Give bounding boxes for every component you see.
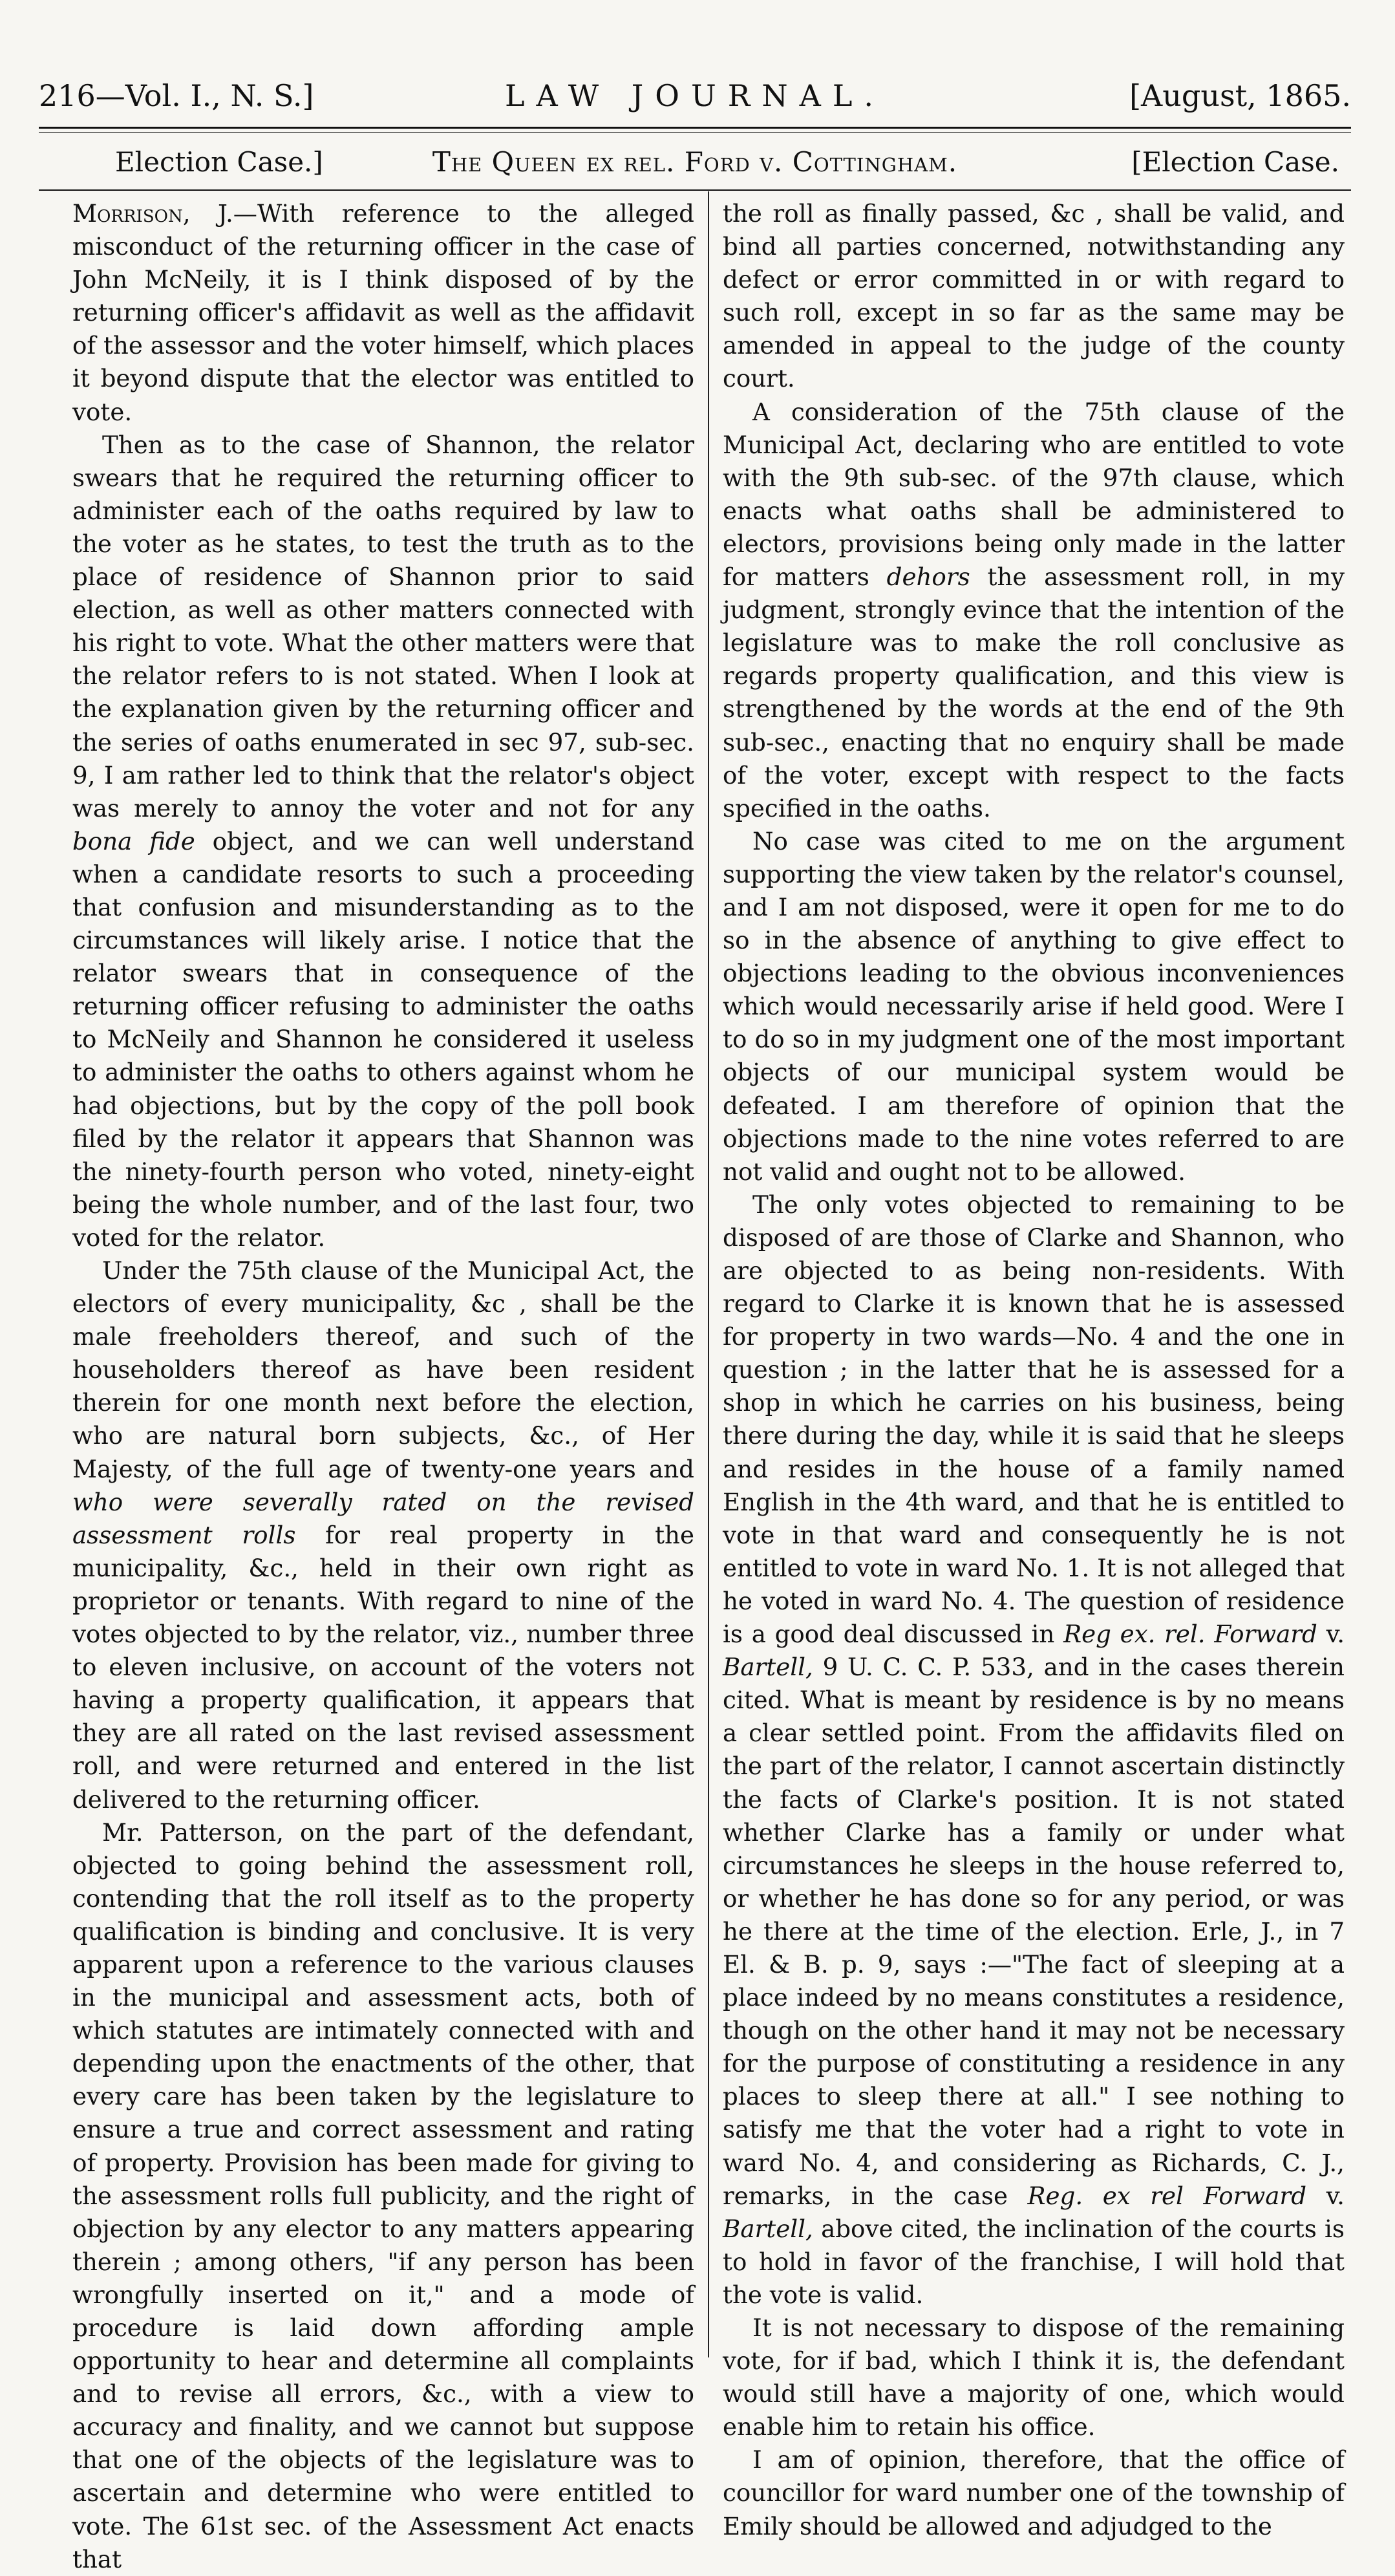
header-journal-title: LAW JOURNAL. <box>505 78 885 113</box>
paragraph: Morrison, J.—With reference to the alleged misconduct of the returning officer in the case of John McNeily, it is I think disposed of by the returning officer's affidavit as well as the affidavit of the assessor and the voter himself, which places it beyond dispute that the elector was entitled to vote. <box>72 199 694 426</box>
right-column <box>723 197 1345 2540</box>
paragraph: A consideration of the 75th clause of the Municipal Act, declaring who are entitled to vote with the 9th sub-sec. of the 97th clause, which enacts what oaths shall be administered to electors, provisions being only made in the latter for matters dehors the assessment roll, in my judgment, strongly evince that the intention of the legislature was to make the roll conclusive as regards property qualification, and this view is strengthened by the words at the end of the 9th sub-sec., enacting that no enquiry shall be made of the voter, except with respect to the facts specified in the oaths. <box>723 397 1345 822</box>
paragraph: the roll as finally passed, &c , shall be valid, and bind all parties concerned, notwithstanding any defect or error committed in or with regard to such roll, except in so far as the same may be amended in appeal to the judge of the county court. <box>723 199 1345 393</box>
case-header-left: Election Case.] <box>115 146 323 178</box>
case-header <box>39 139 1351 186</box>
paragraph: Then as to the case of Shannon, the relator swears that he required the returning officer to administer each of the oaths required by law to the voter as he states, to test the truth as to the place of residence of Shannon prior to said election, as well as other matters connected with his right to vote. What the other matters were that the relator refers to is not stated. When I look at the explanation given by the returning officer and the series of oaths enumerated in sec 97, sub-sec. 9, I am rather led to think that the relator's object was merely to annoy the voter and not for any bona fide object, and we can well understand when a candidate resorts to such a proceeding that confusion and misunderstanding as to the circumstances will likely arise. I notice that the relator swears that in consequence of the returning officer refusing to administer the oaths to McNeily and Shannon he considered it useless to administer the oaths to others against whom he had objections, but by the copy of the poll book filed by the relator it appears that Shannon was the ninety-fourth person who voted, ninety-eight being the whole number, and of the last four, two voted for the relator. <box>72 430 694 1252</box>
header-rule-thick <box>39 127 1351 129</box>
paragraph: Under the 75th clause of the Municipal Act, the electors of every municipality, &c , shall be the male freeholders thereof, and such of the householders thereof as have been resident therein for one month next before the election, who are natural born subjects, &c., of Her Majesty, of the full age of twenty-one years and who were severally rated on the revised assessment rolls for real property in the municipality, &c., held in their own right as proprietor or tenants. With regard to nine of the votes objected to by the relator, viz., number three to eleven inclusive, on account of the voters not having a property qualification, it appears that they are all rated on the last revised assessment roll, and were returned and entered in the list delivered to the returning officer. <box>72 1256 694 1814</box>
header-rule-thin <box>39 132 1351 133</box>
paragraph: It is not necessary to dispose of the remaining vote, for if bad, which I think it is, the defendant would still have a majority of one, which would enable him to retain his office. <box>723 2313 1345 2442</box>
subheader-rule <box>39 189 1351 191</box>
running-header <box>39 70 1351 122</box>
paragraph: The only votes objected to remaining to be disposed of are those of Clarke and Shannon, who are objected to as being non-residents. With regard to Clarke it is known that he is assessed for property in two wards—No. 4 and the one in question ; in the latter that he is assessed for a shop in which he carries on his business, being there during the day, while it is said that he sleeps and resides in the house of a family named English in the 4th ward, and that he is entitled to vote in that ward and consequently he is not entitled to vote in ward No. 1. It is not alleged that he voted in ward No. 4. The question of residence is a good deal discussed in Reg ex. rel. Forward v. Bartell, 9 U. C. C. P. 533, and in the cases therein cited. What is meant by residence is by no means a clear settled point. From the affidavits filed on the part of the relator, I cannot ascertain distinctly the facts of Clarke's position. It is not stated whether Clarke has a family or under what circumstances he sleeps in the house referred to, or whether he has done so for any period, or was he there at the time of the election. Erle, J., in 7 El. & B. p. 9, says :—"The fact of sleeping at a place indeed by no means constitutes a residence, though on the other hand it may not be necessary for the purpose of constituting a residence in any places to sleep there at all." I see nothing to satisfy me that the voter had a right to vote in ward No. 4, and considering as Richards, C. J., remarks, in the case Reg. ex rel Forward v. Bartell, above cited, the inclination of the courts is to hold in favor of the franchise, I will hold that the vote is valid. <box>723 1190 1345 2309</box>
judge-name: Morrison, J. <box>72 199 233 228</box>
case-header-right: [Election Case. <box>1131 146 1339 178</box>
column-divider <box>708 191 709 2357</box>
paragraph: Mr. Patterson, on the part of the defendant, objected to going behind the assessment roll, contending that the roll itself as to the property qualification is binding and conclusive. It is very apparent upon a reference to the various clauses in the municipal and assessment acts, both of which statutes are intimately connected with and depending upon the enactments of the other, that every care has been taken by the legislature to ensure a true and correct assessment and rating of property. Provision has been made for giving to the assessment rolls full publicity, and the right of objection by any elector to any matters appearing therein ; among others, "if any person has been wrongfully inserted on it," and a mode of procedure is laid down affording ample opportunity to hear and determine all complaints and to revise all errors, &c., with a view to accuracy and finality, and we cannot but suppose that one of the objects of the legislature was to ascertain and determine who were entitled to vote. The 61st sec. of the Assessment Act enacts that <box>72 1818 694 2573</box>
header-volume: 216—Vol. I., N. S.] <box>39 78 314 113</box>
header-date: [August, 1865. <box>1129 78 1351 113</box>
left-column <box>72 197 694 2573</box>
case-title: The Queen ex rel. Ford v. Cottingham. <box>432 146 958 178</box>
paragraph: I am of opinion, therefore, that the office of councillor for ward number one of the township of Emily should be allowed and adjudged to the <box>723 2445 1345 2540</box>
paragraph: No case was cited to me on the argument supporting the view taken by the relator's counsel, and I am not disposed, were it open for me to do so in the absence of anything to give effect to objections leading to the obvious inconveniences which would necessarily arise if held good. Were I to do so in my judgment one of the most important objects of our municipal system would be defeated. I am therefore of opinion that the objections made to the nine votes referred to are not valid and ought not to be allowed. <box>723 826 1345 1186</box>
